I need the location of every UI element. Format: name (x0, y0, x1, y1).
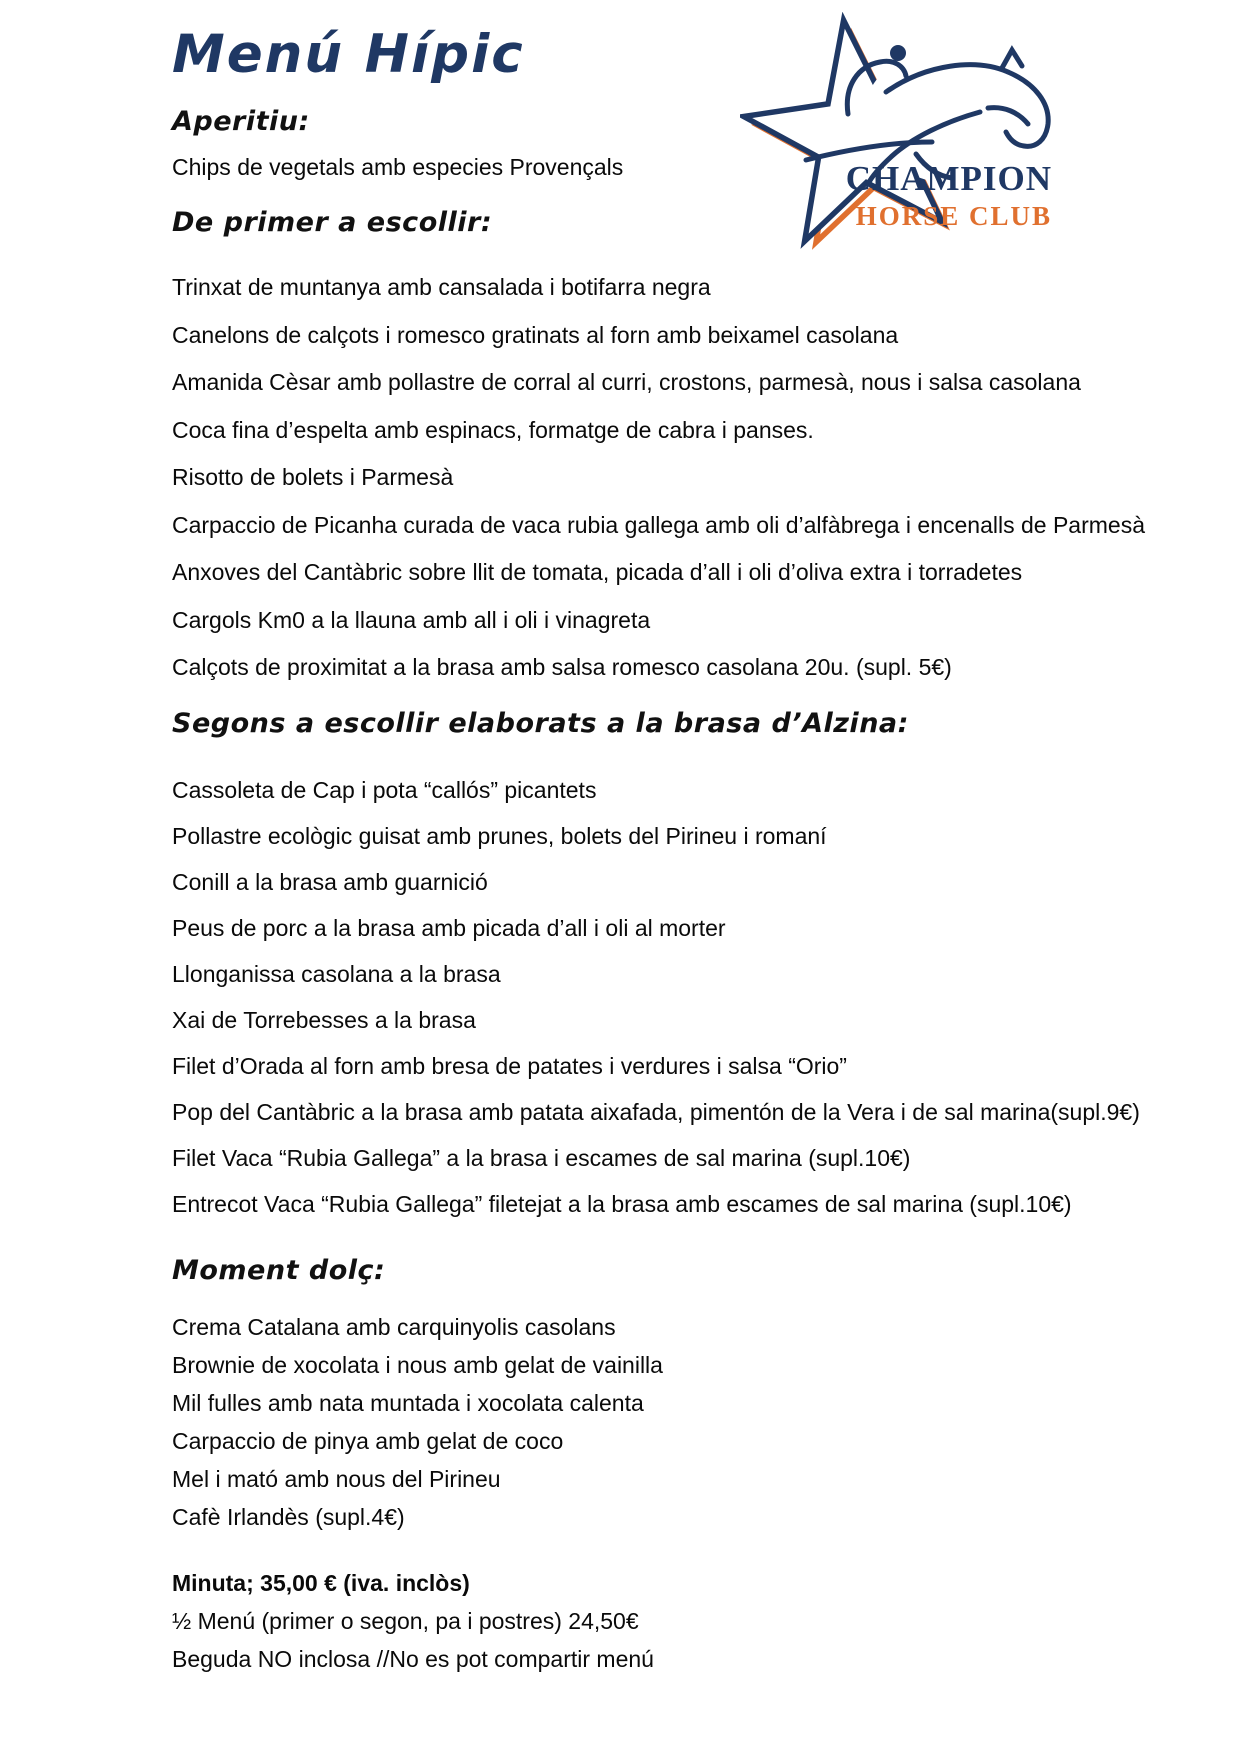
menu-item: Filet Vaca “Rubia Gallega” a la brasa i escames de sal marina (supl.10€) (172, 1144, 911, 1171)
menu-item: Llonganissa casolana a la brasa (172, 960, 501, 987)
menu-note: Beguda NO inclosa //No es pot compartir menú (172, 1645, 654, 1672)
segons-list (172, 767, 1210, 1227)
section-heading-dolc: Moment dolç: (172, 1254, 386, 1286)
pricing-block (172, 1564, 1210, 1678)
menu-content (172, 22, 1210, 1678)
menu-item: Cafè Irlandès (supl.4€) (172, 1503, 405, 1530)
postres-list (172, 1308, 1210, 1536)
half-menu-price: ½ Menú (primer o segon, pa i postres) 24,50€ (172, 1607, 639, 1634)
primers-list (172, 264, 1210, 692)
menu-item: Cassoleta de Cap i pota “callós” picantets (172, 776, 597, 803)
menu-item: Xai de Torrebesses a la brasa (172, 1006, 476, 1033)
menu-item: Risotto de bolets i Parmesà (172, 464, 454, 490)
menu-item: Carpaccio de pinya amb gelat de coco (172, 1427, 564, 1454)
menu-item: Crema Catalana amb carquinyolis casolans (172, 1313, 616, 1340)
menu-item: Trinxat de muntanya amb cansalada i botifarra negra (172, 274, 711, 300)
menu-item: Coca fina d’espelta amb espinacs, formatge de cabra i panses. (172, 416, 814, 443)
logo-horse-club-text: HORSE CLUB (855, 201, 1052, 231)
menu-item: Mel i mató amb nous del Pirineu (172, 1465, 501, 1492)
menu-item: Mil fulles amb nata muntada i xocolata calenta (172, 1389, 644, 1416)
menu-item: Filet d’Orada al forn amb bresa de patates i verdures i salsa “Orio” (172, 1052, 847, 1079)
menu-item: Brownie de xocolata i nous amb gelat de vainilla (172, 1351, 663, 1378)
menu-price: Minuta; 35,00 € (iva. inclòs) (172, 1569, 470, 1596)
menu-item: Pop del Cantàbric a la brasa amb patata aixafada, pimentón de la Vera i de sal marina(supl.9€) (172, 1098, 1140, 1125)
menu-item: Anxoves del Cantàbric sobre llit de tomata, picada d’all i oli d’oliva extra i torradetes (172, 559, 1023, 585)
section-heading-segons: Segons a escollir elaborats a la brasa d’Alzina: (172, 707, 909, 739)
section-heading-aperitiu: Aperitiu: (172, 106, 310, 137)
menu-item: Conill a la brasa amb guarnició (172, 868, 488, 895)
section-heading-primers: De primer a escollir: (172, 207, 493, 238)
menu-item: Cargols Km0 a la llauna amb all i oli i vinagreta (172, 606, 651, 633)
menu-item: Carpaccio de Picanha curada de vaca rubia gallega amb oli d’alfàbrega i encenalls de Parmesà (172, 511, 1145, 538)
menu-item: Chips de vegetals amb especies Provençals (172, 154, 624, 180)
menu-item: Calçots de proximitat a la brasa amb salsa romesco casolana 20u. (supl. 5€) (172, 654, 952, 680)
menu-item: Pollastre ecològic guisat amb prunes, bolets del Pirineu i romaní (172, 822, 827, 849)
menu-item: Entrecot Vaca “Rubia Gallega” filetejat a la brasa amb escames de sal marina (supl.10€) (172, 1190, 1072, 1217)
menu-item: Canelons de calçots i romesco gratinats al forn amb beixamel casolana (172, 321, 899, 348)
page-title: Menú Hípic (172, 24, 525, 85)
logo-champion-text: CHAMPION (845, 159, 1052, 198)
menu-item: Peus de porc a la brasa amb picada d’all i oli al morter (172, 914, 726, 941)
menu-item: Amanida Cèsar amb pollastre de corral al curri, crostons, parmesà, nous i salsa casolana (172, 369, 1081, 395)
